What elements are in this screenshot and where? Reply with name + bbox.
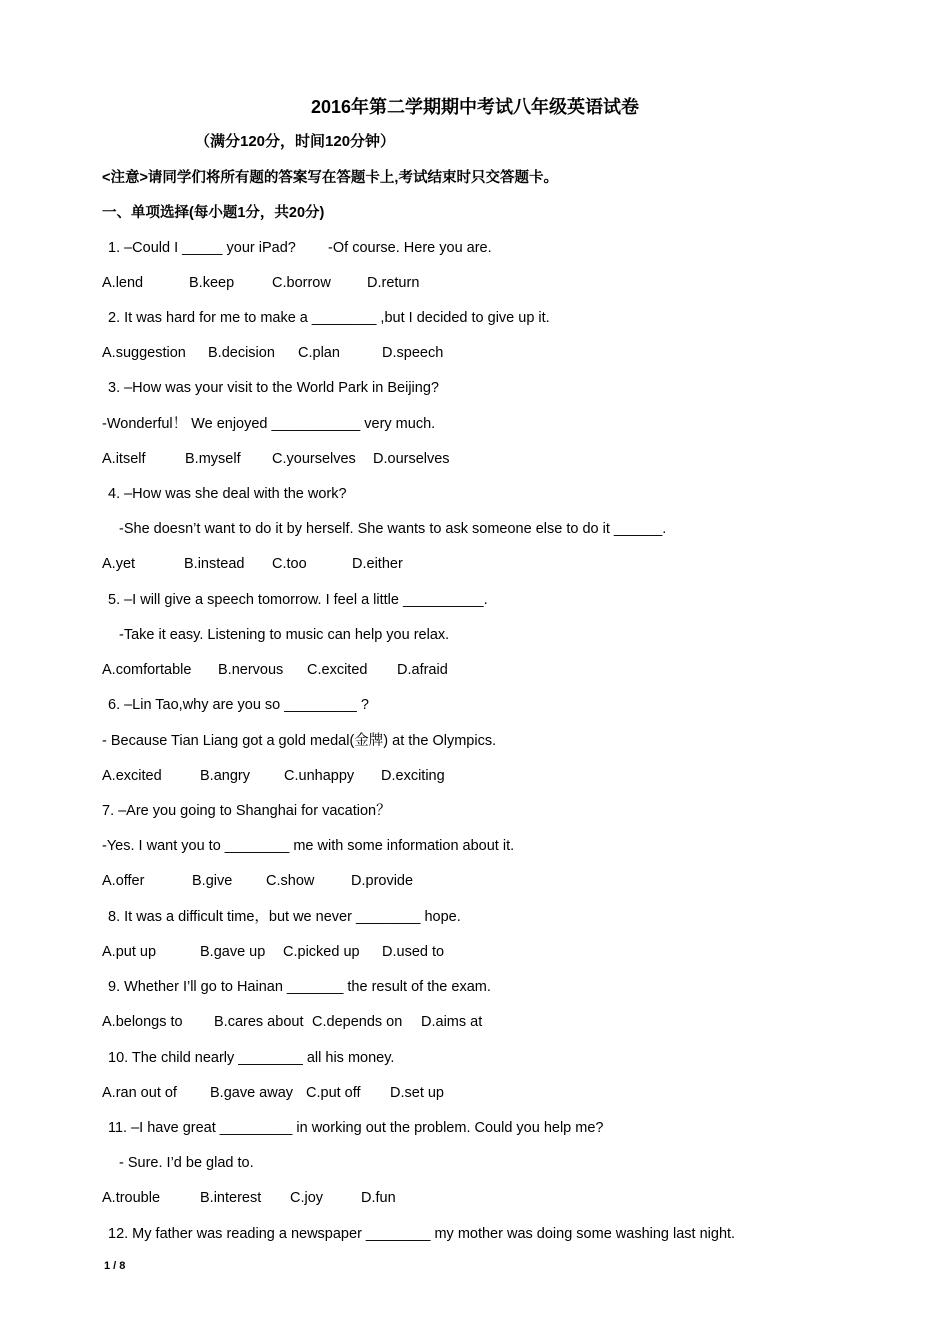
option-d: D.ourselves: [373, 451, 450, 467]
question-6-stem: 6. –Lin Tao,why are you so _________ ?: [108, 697, 369, 713]
option-c: C.yourselves: [272, 451, 356, 467]
question-10-stem: 10. The child nearly ________ all his money.: [108, 1050, 395, 1066]
question-6-reply: - Because Tian Liang got a gold medal(金牌) at the Olympics.: [102, 733, 497, 749]
option-d: D.afraid: [397, 662, 448, 678]
option-b: B.myself: [185, 451, 241, 467]
option-a: A.excited: [102, 768, 162, 784]
option-a: A.trouble: [102, 1190, 161, 1206]
option-b: B.keep: [189, 275, 235, 291]
option-c: C.excited: [307, 662, 368, 678]
question-12-stem: 12. My father was reading a newspaper ________ my mother was doing some washing last night.: [108, 1226, 736, 1242]
option-c: C.picked up: [283, 944, 360, 960]
question-5-stem: 5. –I will give a speech tomorrow. I feel a little __________.: [108, 592, 488, 608]
option-a: A.lend: [102, 275, 144, 291]
exam-title: 2016年第二学期期中考试八年级英语试卷: [310, 97, 640, 117]
option-a: A.belongs to: [102, 1014, 183, 1030]
option-a: A.itself: [102, 451, 146, 467]
question-5-reply: -Take it easy. Listening to music can help you relax.: [119, 627, 450, 643]
option-b: B.gave away: [210, 1085, 294, 1101]
question-11-reply: - Sure. I’d be glad to.: [119, 1155, 254, 1171]
question-10-options: [102, 1083, 502, 1103]
option-b: B.give: [192, 873, 233, 889]
option-c: C.unhappy: [284, 768, 355, 784]
option-b: B.instead: [184, 556, 245, 572]
notice-text: <注意>请同学们将所有题的答案写在答题卡上,考试结束时只交答题卡。: [102, 170, 558, 186]
option-d: D.used to: [382, 944, 445, 960]
question-8-options: [102, 942, 502, 962]
page-number: 1 / 8: [104, 1260, 126, 1272]
question-4-options: [102, 554, 502, 574]
question-4-stem: 4. –How was she deal with the work?: [108, 486, 347, 502]
option-d: D.provide: [351, 873, 414, 889]
option-c: C.too: [272, 556, 307, 572]
option-a: A.yet: [102, 556, 136, 572]
question-4-reply: -She doesn’t want to do it by herself. She wants to ask someone else to do it ______.: [119, 521, 667, 537]
question-9-options: [102, 1012, 502, 1032]
question-6-options: [102, 766, 502, 786]
option-b: B.cares about: [214, 1014, 304, 1030]
question-11-stem: 11. –I have great _________ in working out the problem. Could you help me?: [108, 1120, 604, 1136]
question-1-options: [102, 273, 502, 293]
section-heading: 一、单项选择(每小题1分，共20分): [102, 205, 325, 221]
option-d: D.speech: [382, 345, 444, 361]
option-c: C.joy: [290, 1190, 324, 1206]
option-d: D.either: [352, 556, 403, 572]
option-b: B.decision: [208, 345, 275, 361]
option-b: B.nervous: [218, 662, 284, 678]
option-a: A.ran out of: [102, 1085, 177, 1101]
option-d: D.set up: [390, 1085, 444, 1101]
question-9-stem: 9. Whether I’ll go to Hainan _______ the result of the exam.: [108, 979, 491, 995]
question-5-options: [102, 660, 502, 680]
question-3-options: [102, 449, 502, 469]
option-b: B.gave up: [200, 944, 266, 960]
option-a: A.comfortable: [102, 662, 192, 678]
option-d: D.aims at: [421, 1014, 483, 1030]
option-d: D.exciting: [381, 768, 445, 784]
option-c: C.borrow: [272, 275, 331, 291]
option-c: C.plan: [298, 345, 340, 361]
question-7-stem: 7. –Are you going to Shanghai for vacation？: [102, 803, 391, 819]
question-2-stem: 2. It was hard for me to make a ________ ,but I decided to give up it.: [108, 310, 550, 326]
option-d: D.return: [367, 275, 420, 291]
option-b: B.angry: [200, 768, 250, 784]
option-a: A.suggestion: [102, 345, 186, 361]
option-b: B.interest: [200, 1190, 262, 1206]
question-3-reply: -Wonderful！ We enjoyed ___________ very much.: [102, 416, 436, 432]
option-c: C.show: [266, 873, 315, 889]
option-a: A.offer: [102, 873, 145, 889]
option-c: C.depends on: [312, 1014, 403, 1030]
option-a: A.put up: [102, 944, 157, 960]
question-2-options: [102, 343, 502, 363]
option-d: D.fun: [361, 1190, 396, 1206]
exam-subtitle: （满分120分，时间120分钟）: [195, 133, 396, 150]
question-7-options: [102, 871, 502, 891]
question-1-stem: 1. –Could I _____ your iPad? -Of course. Here you are.: [108, 240, 492, 256]
question-8-stem: 8. It was a difficult time，but we never ________ hope.: [108, 909, 461, 925]
question-7-reply: -Yes. I want you to ________ me with some information about it.: [102, 838, 515, 854]
question-3-stem: 3. –How was your visit to the World Park in Beijing?: [108, 380, 439, 396]
question-11-options: [102, 1188, 502, 1208]
option-c: C.put off: [306, 1085, 361, 1101]
